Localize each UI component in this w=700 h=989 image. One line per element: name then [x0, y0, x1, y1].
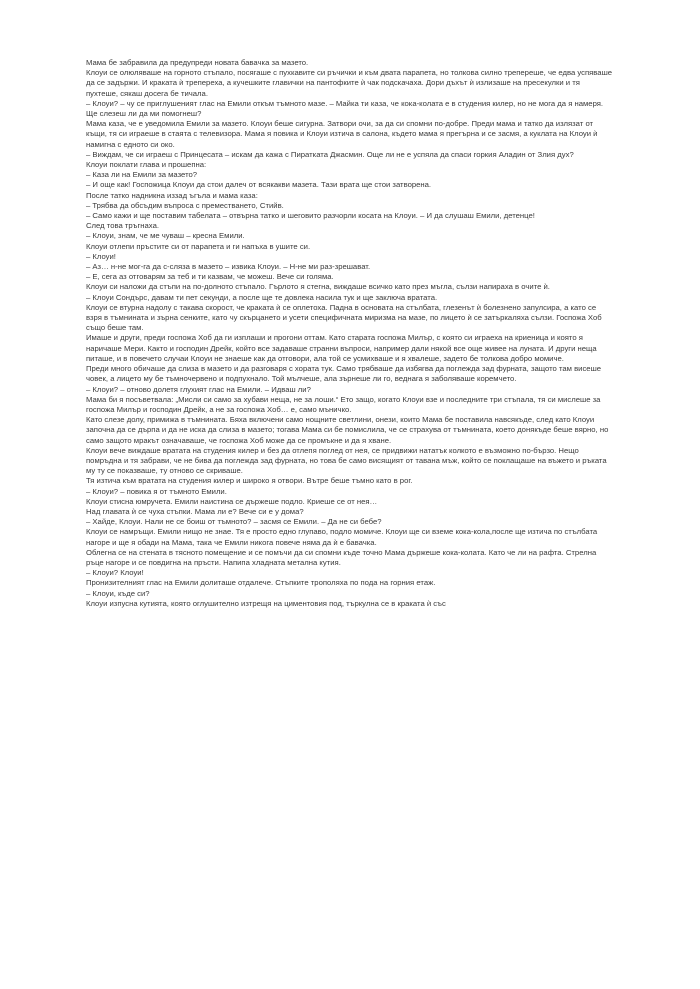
paragraph: Клоуи се олюляваше на горното стъпало, посягаше с пухкавите си ръчички и към двата парапета, но толкова силно трепереше, че едва успяваше да се задържи. И краката ѝ трепереха, а кучешките главички на пантофките ѝ чак подскачаха. Дори дъхът ѝ излизаше на пресекулки и тя пухтеше, сякаш досега бе тичала.: [86, 68, 613, 98]
paragraph: – Трябва да обсъдим въпроса с преместването, Стийв.: [86, 200, 284, 210]
paragraph: След това тръгнаха.: [86, 221, 159, 231]
paragraph: Клоуи си наложи да стъпи на по-долното стъпало. Гърлото я стегна, виждаше всичко като през мъгла, сълзи напираха в очите ѝ.: [86, 282, 550, 292]
paragraph: – Клоуи Сондърс, давам ти пет секунди, а после ще те довлека насила тук и ще заключа вратата.: [86, 292, 438, 302]
paragraph: – Е, сега аз отговарям за теб и ти казвам, че можеш. Вече си голяма.: [86, 272, 334, 282]
paragraph: – Клоуи, къде си?: [86, 588, 150, 598]
paragraph: – Клоуи!: [86, 251, 116, 261]
paragraph: Облегна се на стената в тясното помещение и се помъчи да си спомни къде точно Мама държеше кока-колата. Като че ли на рафта. Стрелна ръце нагоре и се повдигна на пръсти. Напипа хладната метална кутия.: [86, 547, 597, 567]
paragraph: – Клоуи? – отново долетя глухият глас на Емили. – Идваш ли?: [86, 384, 311, 394]
paragraph: Клоуи поклати глава и прошепна:: [86, 160, 207, 170]
paragraph: Над главата ѝ се чуха стъпки. Мама ли е? Вече си е у дома?: [86, 506, 304, 516]
paragraph: – Клоуи? – повика я от тъмното Емили.: [86, 486, 227, 496]
paragraph: Преди много обичаше да слиза в мазето и да разговаря с хората тук. Само трябваше да избягва да поглежда зад фурната, защото там висеше човек, а лицето му бе тъмночервено и подпухнало. Той мълчеше, ала зърнеше ли го, веднага я заболяваше коремчето.: [86, 364, 602, 384]
document-text: [86, 58, 614, 609]
paragraph: – Само кажи и ще поставим табелата – отвърна татко и шеговито разчорли косата на Клоуи. – И да слушаш Емили, детенце!: [86, 211, 535, 221]
paragraph: Клоуи се втурна надолу с такава скорост, че краката ѝ се оплетоха. Падна в основата на стълбата, глезенът ѝ болезнено запулсира, а като се взря в тъмнината и зърна сенките, като чу скърцането и усети специфичната миризма на мазе, по лицето ѝ се затъркаляха сълзи. Госпожа Хоб също беше там.: [86, 302, 602, 333]
paragraph: Клоуи изпусна кутията, която оглушително изтрещя на циментовия под, търкулна се в краката ѝ със: [86, 598, 446, 608]
paragraph: – Клоуи? Клоуи!: [86, 568, 144, 578]
paragraph: Тя изтича към вратата на студения килер и широко я отвори. Вътре беше тъмно като в рог.: [86, 476, 413, 486]
paragraph: – Хайде, Клоуи. Нали не се боиш от тъмното? – засмя се Емили. – Да не си бебе?: [86, 517, 382, 527]
paragraph: – Виждам, че си играеш с Принцесата – искам да кажа с Пиратката Джасмин. Още ли не е успяла да спаси горкия Аладин от Злия дух?: [86, 149, 574, 159]
paragraph: Клоуи вече виждаше вратата на студения килер и без да отлепя поглед от нея, се придвижи нататък колкото е възможно по-бързо. Нещо помръдна и тя забрави, че не бива да поглежда зад фурната, но това бе само висящият от тавана мъж, който се поклащаше на въжето и ръката му ту се показваше, ту отново се скриваше.: [86, 445, 607, 476]
paragraph: После татко надникна иззад ъгъла и мама каза:: [86, 190, 258, 200]
paragraph: Клоуи отлепи пръстите си от парапета и ги напъха в ушите си.: [86, 241, 311, 251]
paragraph: Имаше и други, преди госпожа Хоб да ги изплаши и прогони оттам. Като старата госпожа Милър, с която си играеха на криеница и която я наричаше Мери. Както и господин Дрейк, който все задаваше странни въпроси, например дали някой все още живее на луната. И други неща питаше, и в повечето случаи Клоуи не знаеше как да отговори, ала той се усмихваше и я хвалеше, задето бе толкова добро момиче.: [86, 333, 597, 363]
paragraph: – Клоуи, знам, че ме чуваш – кресна Емили.: [86, 231, 245, 241]
paragraph: – Каза ли на Емили за мазето?: [86, 170, 198, 180]
paragraph: – Аз… н-не мог-га да с-сляза в мазето – извика Клоуи. – Н-не ми раз-зрешават.: [86, 262, 371, 272]
paragraph: Мама би я посъветвала: „Мисли си само за хубави неща, не за лоши.“ Ето защо, когато Клоуи взе и последните три стъпала, тя си мислеше за госпожа Милър и господин Дрейк, а не за госпожа Хоб… е, само мъничко.: [86, 394, 601, 414]
paragraph: Пронизителният глас на Емили долиташе отдалече. Стъпките трополяха по пода на горния етаж.: [86, 578, 436, 588]
paragraph: Мама бе забравила да предупреди новата бавачка за мазето.: [86, 58, 309, 67]
paragraph: Мама каза, че е уведомила Емили за мазето. Клоуи беше сигурна. Затвори очи, за да си спомни по-добре. Преди мама и татко да излязат от къщи, тя си играеше в стаята с телевизора. Мама я повика и Клоуи изтича в салона, където мама я прегърна и се засмя, а куклата на Клоуи ѝ намигна с едното си око.: [86, 119, 598, 149]
paragraph: Като слезе долу, примижа в тъмнината. Бяха включени само нощните светлини, онези, които Мама бе поставила навсякъде, след като Клоуи започна да се дърпа и да не иска да слиза в мазето; тогава Мама си бе помислила, че се страхува от тъмнината, което донякъде беше вярно, но само защото мракът означаваше, че госпожа Хоб може да се промъкне и да я хване.: [86, 415, 609, 445]
paragraph: Клоуи стисна юмручета. Емили наистина се държеше подло. Криеше се от нея…: [86, 496, 378, 506]
paragraph: – И още как! Госпожица Клоуи да стои далеч от всякакви мазета. Тази врата ще стои затворена.: [86, 180, 432, 190]
paragraph: Клоуи се намръщи. Емили нищо не знае. Тя е просто едно глупаво, подло момиче. Клоуи ще си вземе кока-кола,после ще изтича по стълбата нагоре и ще я обади на Мама, така че Емили никога повече няма да ѝ е бавачка.: [86, 527, 598, 547]
paragraph: – Клоуи? – чу се приглушеният глас на Емили откъм тъмното мазе. – Майка ти каза, че кока-колата е в студения килер, но не мога да я намеря. Ще слезеш ли да ми помогнеш?: [86, 98, 604, 119]
